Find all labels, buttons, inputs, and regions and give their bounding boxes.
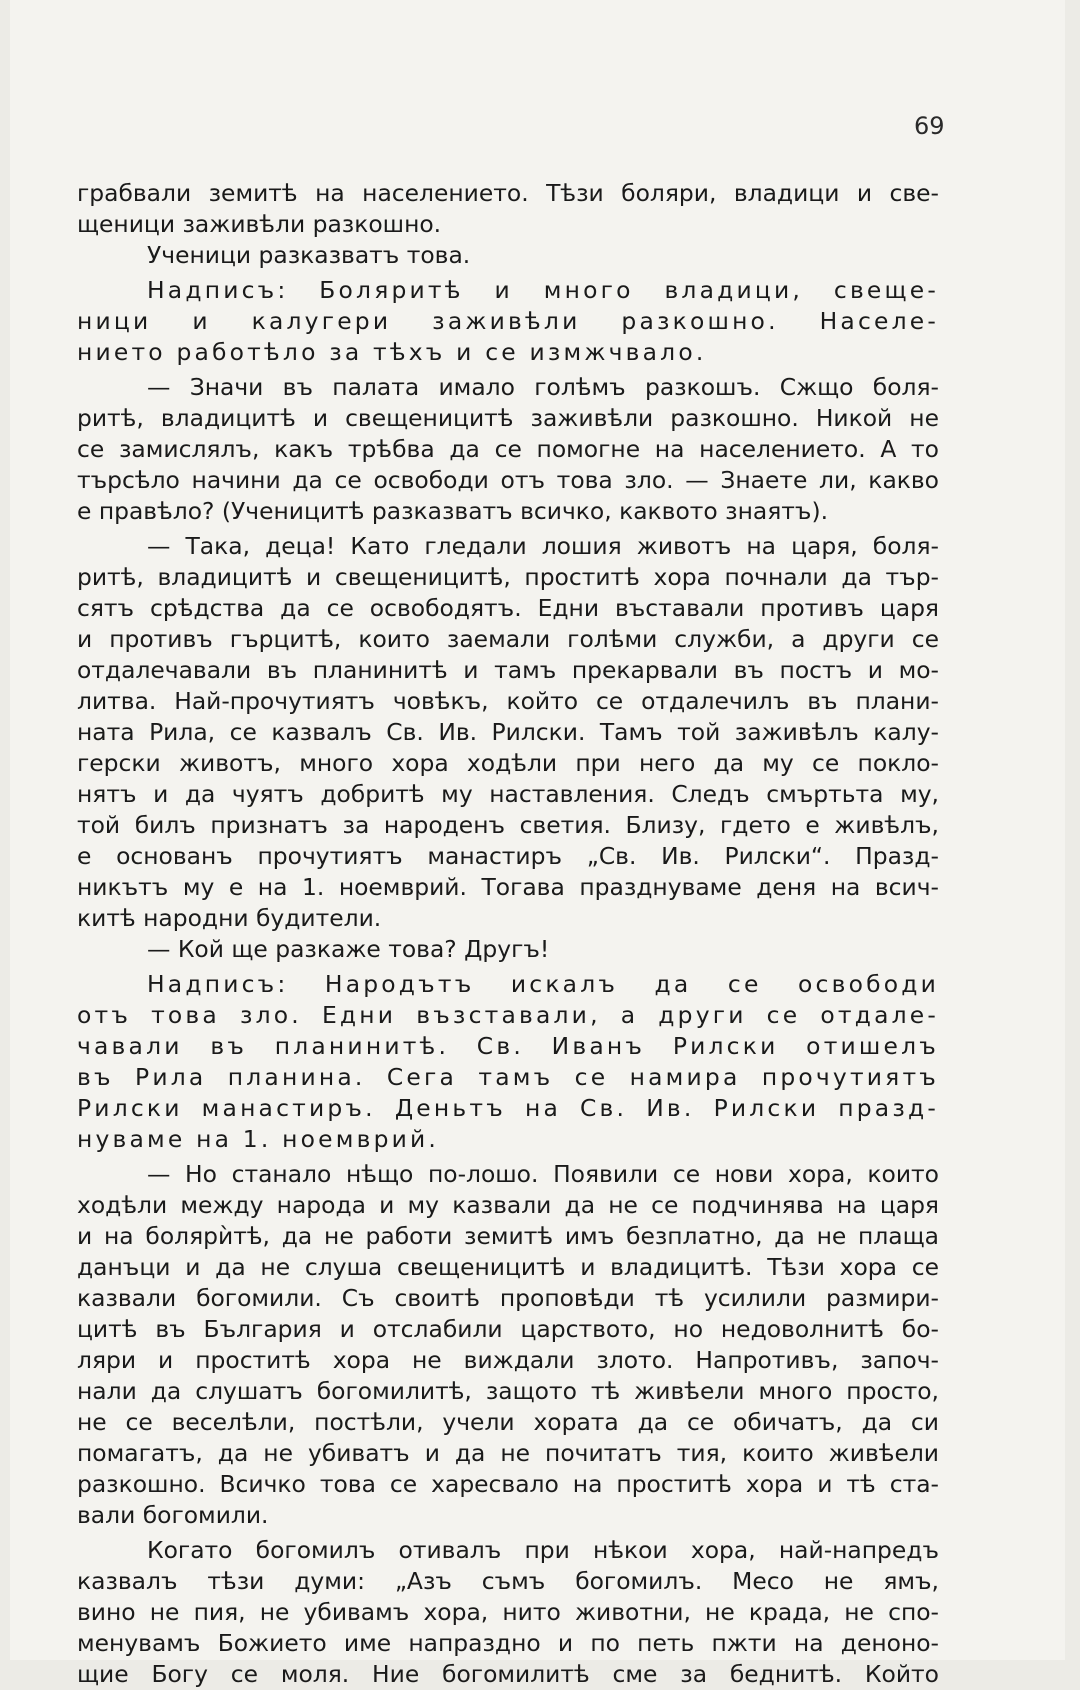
text-line: помагатъ, да не убиватъ и да не почитатъ тия, които живѣели xyxy=(77,1439,939,1467)
text-line: менувамъ Божието име напраздно и по петь пжти на деноно- xyxy=(77,1629,939,1657)
text-line: ритѣ, владицитѣ и свещеницитѣ, проститѣ хора почнали да тър- xyxy=(77,563,939,591)
text-line: китѣ народни будители. xyxy=(77,904,382,932)
text-line: Ученици разказватъ това. xyxy=(147,241,471,269)
text-line: щие Богу се моля. Ние богомилитѣ сме за беднитѣ. Който xyxy=(77,1660,939,1688)
text-line: Надписъ: Боляритѣ и много владици, свеще- xyxy=(147,276,939,304)
text-line: ници и калугери заживѣли разкошно. Населе- xyxy=(77,307,939,335)
text-line: сятъ срѣдства да се освободятъ. Едни въставали противъ царя xyxy=(77,594,939,622)
text-line: вино не пия, не убивамъ хора, нито животни, не крада, не спо- xyxy=(77,1598,939,1626)
text-line: въ Рила планина. Сега тамъ се намира прочутиятъ xyxy=(77,1063,939,1091)
text-line: литва. Най-прочутиятъ човѣкъ, който се отдалечилъ въ плани- xyxy=(77,687,939,715)
text-line: нието работѣло за тѣхъ и се измжчвало. xyxy=(77,338,707,366)
text-line: и противъ гърцитѣ, които заемали голѣми служби, а други се xyxy=(77,625,939,653)
text-line: не се веселѣли, постѣли, учели хората да се обичатъ, да си xyxy=(77,1408,939,1436)
text-line: и на болярѝтѣ, да не работи земитѣ имъ безплатно, да не плаща xyxy=(77,1222,939,1250)
text-line: — Така, деца! Като гледали лошия животъ на царя, боля- xyxy=(147,532,939,560)
text-line: нуваме на 1. ноемврий. xyxy=(77,1125,440,1153)
text-line: никътъ му е на 1. ноемврий. Тогава празднуваме деня на всич- xyxy=(77,873,939,901)
text-line: е правѣло? (Ученицитѣ разказватъ всичко, каквото знаятъ). xyxy=(77,497,829,525)
book-page xyxy=(10,0,1065,1688)
text-line: ната Рила, се казвалъ Св. Ив. Рилски. Тамъ той заживѣлъ калу- xyxy=(77,718,939,746)
text-line: цитѣ въ България и отслабили царството, но недоволнитѣ бо- xyxy=(77,1315,939,1343)
text-line: се замислялъ, какъ трѣбва да се помогне на населението. А то xyxy=(77,435,939,463)
text-line: казвали богомили. Съ своитѣ проповѣди тѣ усилили размири- xyxy=(77,1284,939,1312)
text-line: грабвали земитѣ на населението. Тѣзи боляри, владици и све- xyxy=(77,179,939,207)
text-line: — Значи въ палата имало голѣмъ разкошъ. Сжщо боля- xyxy=(147,373,939,401)
text-line: търсѣло начини да се освободи отъ това зло. — Знаете ли, какво xyxy=(77,466,939,494)
text-line: ходѣли между народа и му казвали да не се подчинява на царя xyxy=(77,1191,939,1219)
text-line: Рилски манастиръ. Деньтъ на Св. Ив. Рилски празд- xyxy=(77,1094,939,1122)
text-line: Когато богомилъ отивалъ при нѣкои хора, най-напредъ xyxy=(147,1536,939,1564)
text-line: Надписъ: Народътъ искалъ да се освободи xyxy=(147,970,939,998)
body-text xyxy=(77,178,939,1690)
text-line: разкошно. Всичко това се харесвало на проститѣ хора и тѣ ста- xyxy=(77,1470,939,1498)
text-line: щеници заживѣли разкошно. xyxy=(77,210,442,238)
text-line: нятъ и да чуятъ добритѣ му наставления. Следъ смъртьта му, xyxy=(77,780,939,808)
text-line: — Но станало нѣщо по-лошо. Появили се нови хора, които xyxy=(147,1160,939,1188)
text-line: вали богомили. xyxy=(77,1501,269,1529)
text-line: казвалъ тѣзи думи: „Азъ съмъ богомилъ. Месо не ямъ, xyxy=(77,1567,939,1595)
page-number: 69 xyxy=(914,112,945,140)
text-line: — Кой ще разкаже това? Другъ! xyxy=(147,935,550,963)
text-line: отдалечавали въ планинитѣ и тамъ прекарвали въ постъ и мо- xyxy=(77,656,939,684)
text-line: данъци и да не слуша свещеницитѣ и владицитѣ. Тѣзи хора се xyxy=(77,1253,939,1281)
text-line: отъ това зло. Едни възставали, а други се отдале- xyxy=(77,1001,939,1029)
text-line: чавали въ планинитѣ. Св. Иванъ Рилски отишелъ xyxy=(77,1032,939,1060)
text-line: той билъ признатъ за народенъ светия. Близу, гдето е живѣлъ, xyxy=(77,811,939,839)
text-line: ритѣ, владицитѣ и свещеницитѣ заживѣли разкошно. Никой не xyxy=(77,404,939,432)
text-line: е основанъ прочутиятъ манастиръ „Св. Ив. Рилски“. Празд- xyxy=(77,842,939,870)
text-line: нали да слушатъ богомилитѣ, защото тѣ живѣели много просто, xyxy=(77,1377,939,1405)
text-line: ляри и проститѣ хора не виждали злото. Напротивъ, започ- xyxy=(77,1346,939,1374)
text-line: герски животъ, много хора ходѣли при него да му се покло- xyxy=(77,749,939,777)
